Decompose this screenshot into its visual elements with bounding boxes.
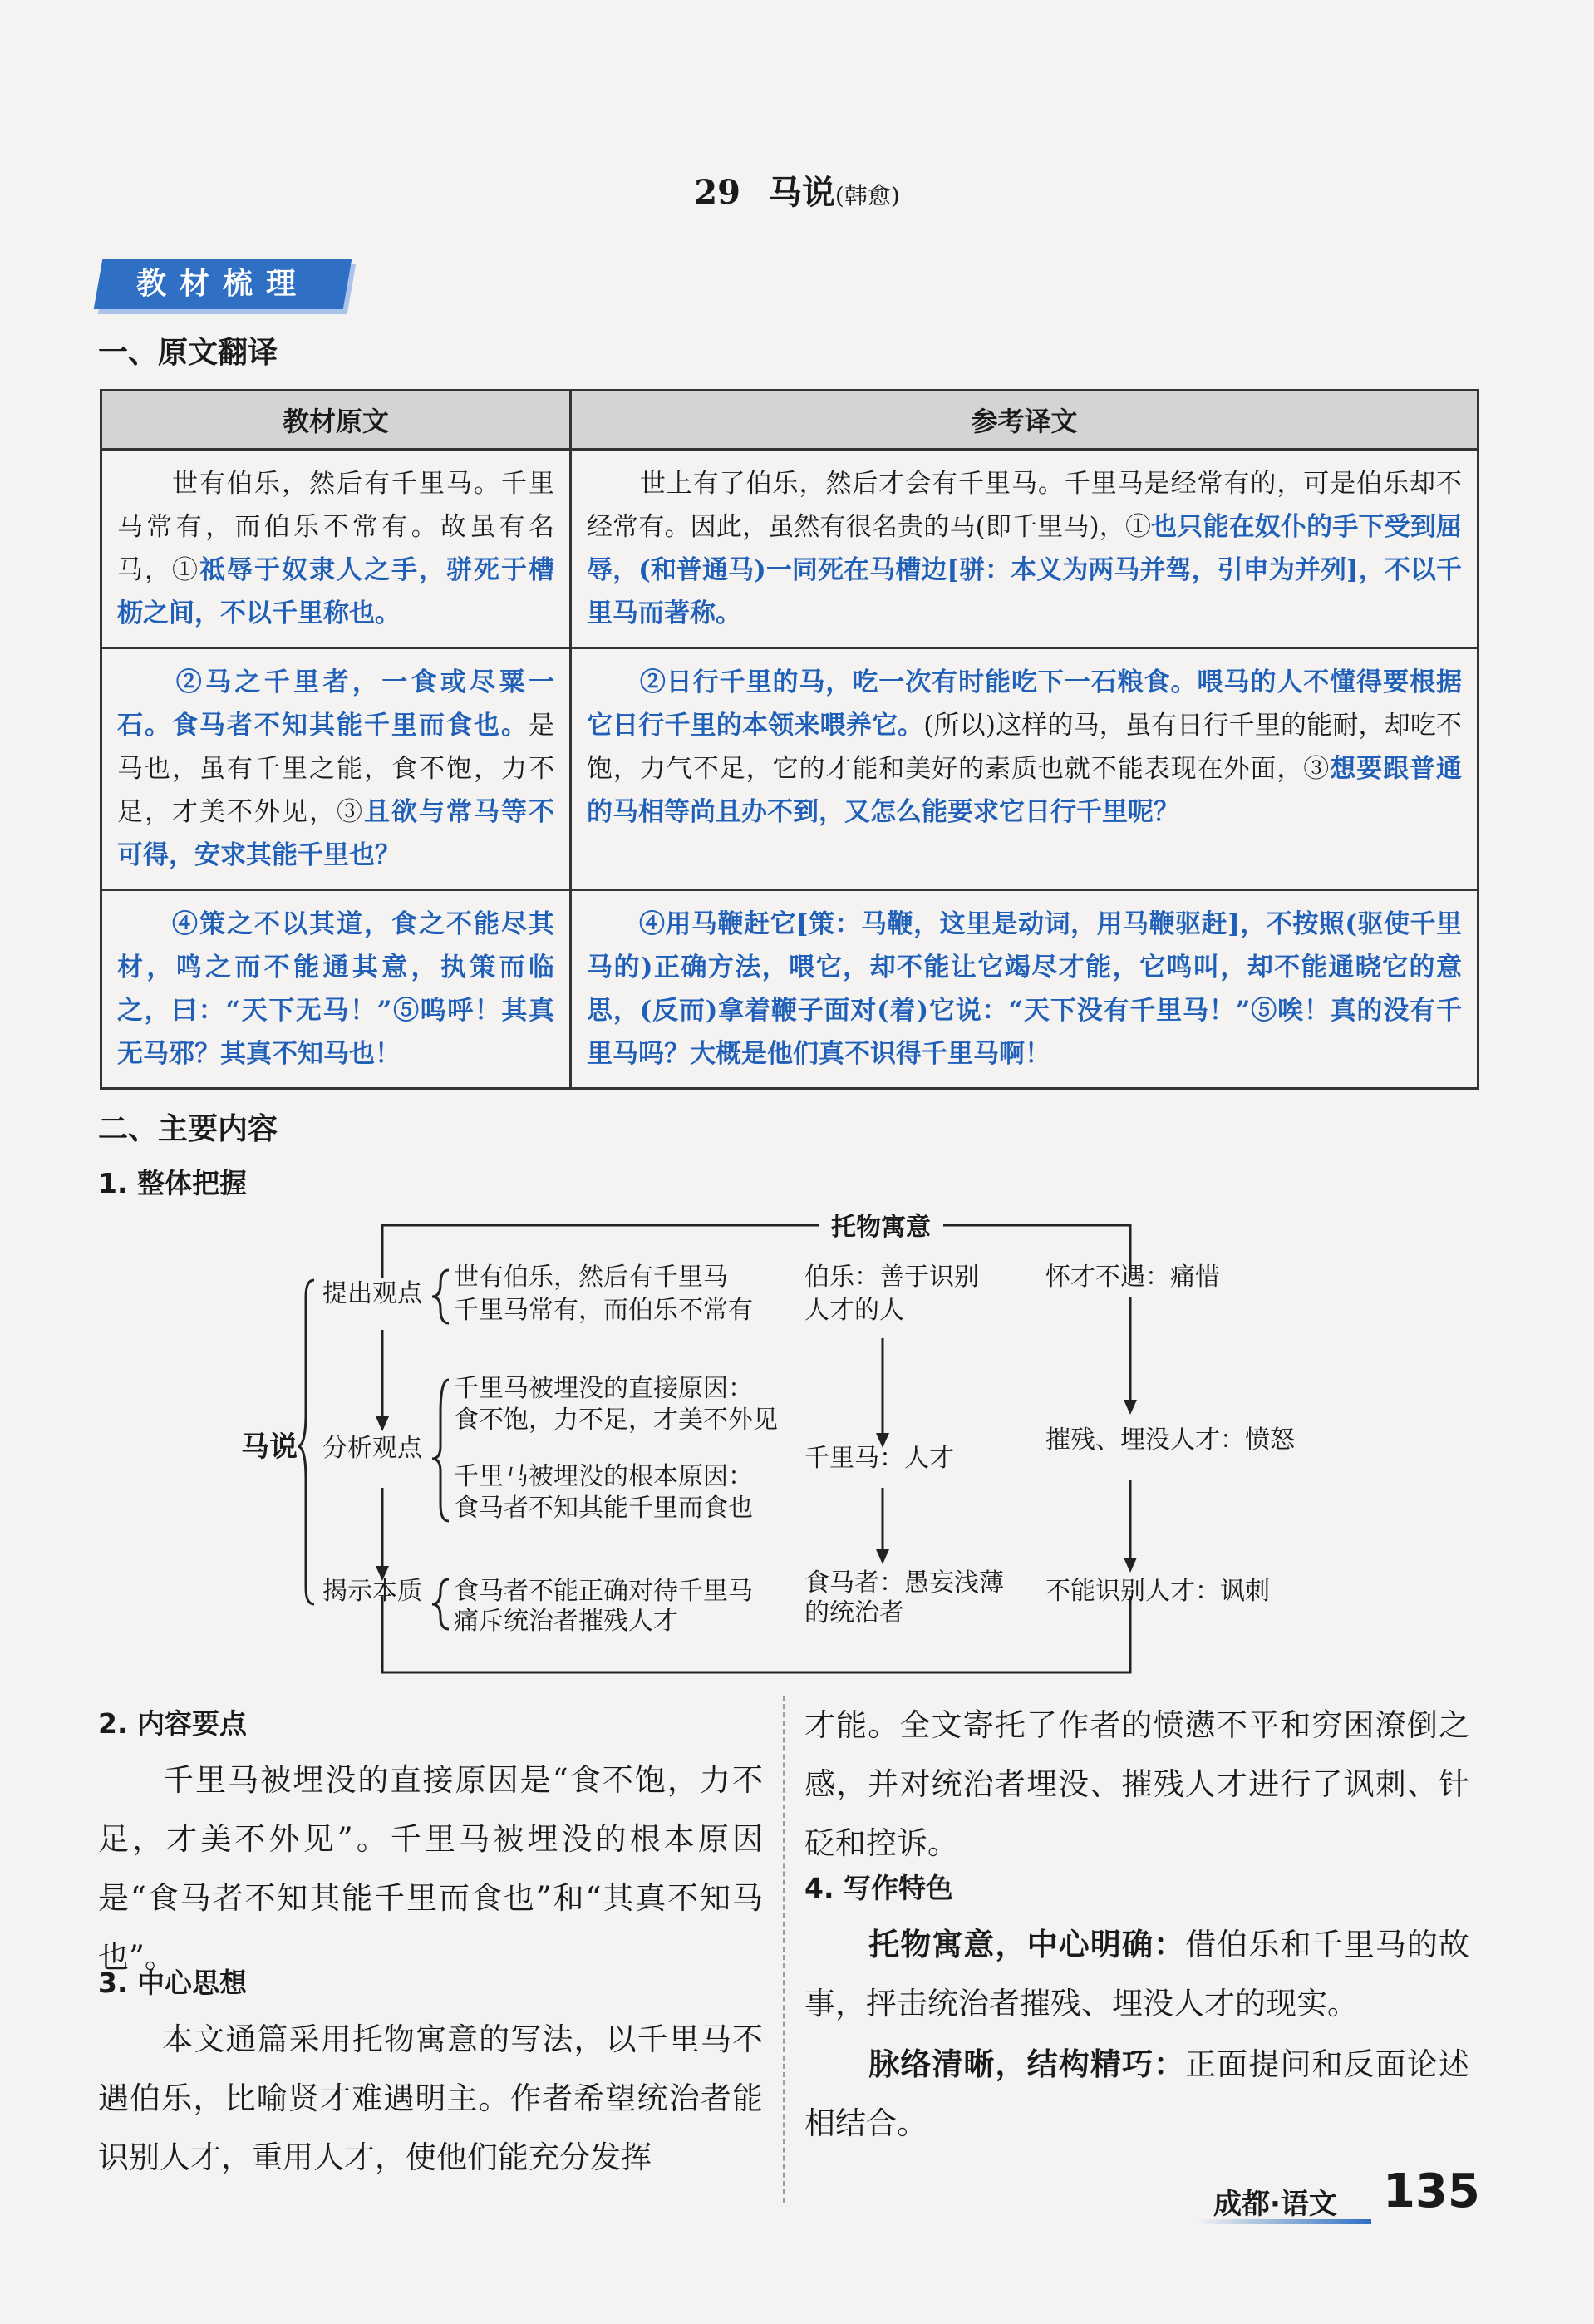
text-segment: ④用马鞭赶它[策：马鞭，这里是动词，用马鞭驱赶]，不按照(驱使千里马的)正确方法，喂它，却不能让它竭尽才能，它鸣叫，却不能通晓它的意思，(反而)拿着鞭子面对(着)它说：“天下没有千里马！”⑤唉！真的没有千里马吗？大概是他们真不识得千里马啊！: [587, 909, 1462, 1069]
feature-1: [804, 1915, 1469, 2033]
lesson-name: 马说: [768, 173, 835, 212]
diagram-b2b-line-1: 千里马被埋没的根本原因：: [454, 1462, 753, 1491]
central-idea-continued: 才能。全文寄托了作者的愤懑不平和穷困潦倒之感，并对统治者埋没、摧残人才进行了讽刺、针砭和控诉。: [804, 1707, 1469, 1861]
text-segment: ②马之千里者，一食或尽粟一石。食马者不知其能千里而食也。: [117, 667, 554, 741]
text-segment: (所以)这样的马，虽有日行千里的能耐，却吃不饱，力气不足，它的才能和美好的素质也就不能表现在外面，③: [587, 711, 1463, 784]
diagram-b2a-line-2: 食不饱，力不足，才美不外见: [454, 1406, 778, 1435]
text-segment: 是马也，虽有千里之能，食不饱，力不足，才美不外见，③: [117, 711, 554, 827]
diagram-b2-right: 摧残、埋没人才：愤怒: [1045, 1425, 1295, 1455]
feature-2: [804, 2035, 1469, 2153]
diagram-branch-2: 分析观点: [322, 1434, 422, 1463]
text-segment: ②日行千里的马，吃一次有时能吃下一石粮食。喂马的人不懂得要根据它日行千里的本领来喂养它。: [587, 667, 1462, 741]
feature-2-text: 正面提问和反面论述相结合。: [804, 2046, 1470, 2141]
diagram-b2-mid: 千里马：人才: [804, 1444, 954, 1473]
feature-1-label: 托物寓意，中心明确：: [868, 1926, 1186, 1962]
diagram-b3-right: 不能识别人才：讽刺: [1045, 1577, 1270, 1606]
footer-label: 成都·语文: [1213, 2188, 1337, 2221]
diagram-b3-mid-2: 的统治者: [804, 1598, 904, 1627]
diagram-b2a-line-1: 千里马被埋没的直接原因：: [454, 1374, 753, 1403]
diagram-root: 马说: [241, 1430, 298, 1464]
subheading-central-idea: 3. 中心思想: [98, 1967, 247, 1999]
diagram-b1-line-1: 世有伯乐，然后有千里马: [454, 1263, 728, 1292]
text-segment: 也只能在奴仆的手下受到屈辱，(和普通马)一同死在马槽边[骈：本义为两马并驾，引申为并列]，不以千里马而著称。: [587, 512, 1463, 628]
text-segment: 世有伯乐，然后有千里马。千里马常有，而伯乐不常有。故虽有名马，①: [117, 469, 554, 585]
page-number: 135: [1383, 2164, 1480, 2218]
feature-2-label: 脉络清晰，结构精巧：: [868, 2046, 1186, 2082]
text-segment: 想要跟普通的马相等尚且办不到，又怎么能要求它日行千里呢？: [587, 754, 1462, 827]
subheading-overview: 1. 整体把握: [98, 1167, 247, 1199]
key-points-paragraph: 千里马被埋没的直接原因是“食不饱，力不足，才美不外见”。千里马被埋没的根本原因是“食马者不知其能千里而食也”和“其真不知马也”。: [98, 1762, 763, 1975]
subheading-key-points: 2. 内容要点: [98, 1707, 247, 1740]
diagram-top-label: 托物寓意: [831, 1213, 931, 1242]
text-segment: 世上有了伯乐，然后才会有千里马。千里马是经常有的，可是伯乐却不经常有。因此，虽然有很名贵的马(即千里马)，①: [587, 469, 1462, 542]
central-idea-paragraph: 本文通篇采用托物寓意的写法，以千里马不遇伯乐，比喻贤才难遇明主。作者希望统治者能识别人才，重用人才，使他们能充分发挥: [98, 2021, 763, 2175]
text-segment: 且欲与常马等不可得，安求其能千里也？: [117, 797, 554, 870]
header-original: 教材原文: [101, 391, 571, 450]
section-heading-translation: 一、原文翻译: [98, 336, 278, 370]
lesson-author: (韩愈): [834, 182, 900, 209]
diagram-b3-line-2: 痛斥统治者摧残人才: [454, 1607, 678, 1636]
diagram-b1-right: 怀才不遇：痛惜: [1045, 1263, 1220, 1292]
diagram-b3-mid-1: 食马者：愚妄浅薄: [804, 1568, 1004, 1598]
feature-1-text: 借伯乐和千里马的故事，抨击统治者摧残、埋没人才的现实。: [804, 1927, 1470, 2021]
diagram-b2b-line-2: 食马者不知其能千里而食也: [454, 1494, 753, 1523]
section-heading-content: 二、主要内容: [98, 1112, 278, 1146]
diagram-b1-mid-1: 伯乐：善于识别: [804, 1263, 979, 1292]
section-badge: 教材梳理: [94, 259, 352, 309]
diagram-b1-line-2: 千里马常有，而伯乐不常有: [454, 1296, 753, 1325]
diagram-b3-line-1: 食马者不能正确对待千里马: [454, 1577, 753, 1606]
lesson-number: 29: [694, 173, 740, 212]
diagram-branch-3: 揭示本质: [322, 1577, 422, 1606]
diagram-branch-1: 提出观点: [322, 1279, 422, 1308]
text-segment: 祗辱于奴隶人之手，骈死于槽枥之间，不以千里称也。: [117, 555, 554, 628]
diagram-b1-mid-2: 人才的人: [804, 1296, 904, 1325]
header-translation: 参考译文: [571, 391, 1478, 450]
subheading-writing-features: 4. 写作特色: [804, 1872, 953, 1904]
column-divider: [783, 1696, 785, 2203]
text-segment: ④策之不以其道，食之不能尽其材，鸣之而不能通其意，执策而临之，曰：“天下无马！”⑤呜呼！其真无马邪？其真不知马也！: [117, 909, 554, 1069]
